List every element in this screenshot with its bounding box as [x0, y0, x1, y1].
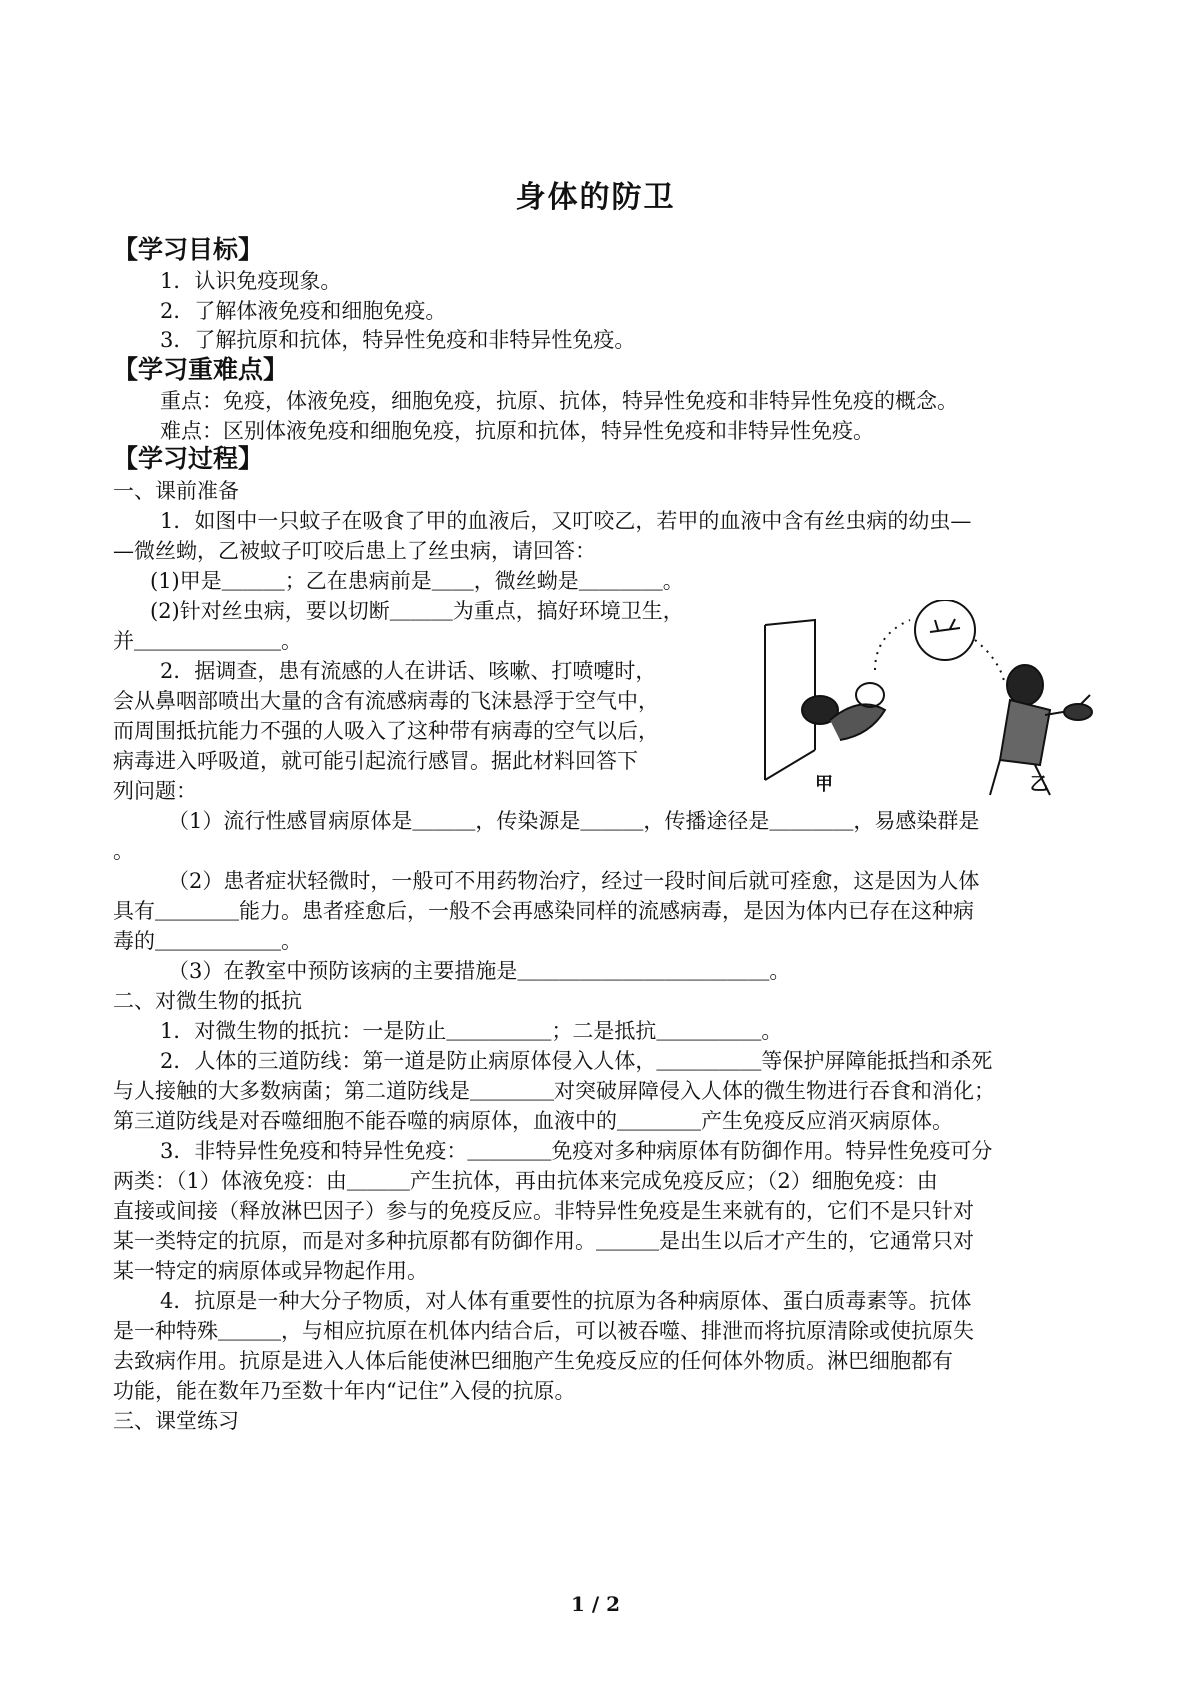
body-line: 1．对微生物的抵抗：一是防止＿＿＿＿＿；二是抵抗＿＿＿＿＿。	[160, 1019, 783, 1043]
body-line: 去致病作用。抗原是进入人体后能使淋巴细胞产生免疫反应的任何体外物质。淋巴细胞都有	[113, 1349, 953, 1373]
section-head-process: 【学习过程】	[113, 444, 264, 473]
body-line: 4．抗原是一种大分子物质，对人体有重要性的抗原为各种病原体、蛋白质毒素等。抗体	[160, 1289, 972, 1313]
body-line: 具有＿＿＿＿能力。患者痊愈后，一般不会再感染同样的流感病毒，是因为体内已存在这种病	[113, 899, 974, 923]
body-line: （3）在教室中预防该病的主要措施是＿＿＿＿＿＿＿＿＿＿＿＿。	[168, 959, 791, 983]
section-head-goals: 【学习目标】	[113, 235, 264, 264]
body-line: 直接或间接（释放淋巴因子）参与的免疫反应。非特异性免疫是生来就有的，它们不是只针对	[113, 1199, 974, 1223]
body-line: （2）患者症状轻微时，一般可不用药物治疗，经过一段时间后就可痊愈，这是因为人体	[168, 869, 980, 893]
difficult-point: 难点：区别体液免疫和细胞免疫，抗原和抗体，特异性免疫和非特异性免疫。	[160, 419, 874, 443]
body-line: —微丝蚴，乙被蚊子叮咬后患上了丝虫病，请回答：	[113, 539, 596, 563]
figure-label-left: 甲	[815, 774, 833, 795]
body-line: 而周围抵抗能力不强的人吸入了这种带有病毒的空气以后，	[113, 719, 659, 743]
body-line: 两类：（1）体液免疫：由＿＿＿产生抗体，再由抗体来完成免疫反应；（2）细胞免疫：由	[113, 1169, 938, 1193]
mosquito-transmission-illustration	[760, 600, 1100, 800]
body-line: 2．据调查，患有流感的人在讲话、咳嗽、打喷嚏时，	[160, 659, 657, 683]
body-line: 毒的＿＿＿＿＿＿。	[113, 929, 302, 953]
body-line: 2．人体的三道防线：第一道是防止病原体侵入人体，＿＿＿＿＿等保护屏障能抵挡和杀死	[160, 1049, 993, 1073]
body-line: 病毒进入呼吸道，就可能引起流行感冒。据此材料回答下	[113, 749, 638, 773]
goal-item: 1．认识免疫现象。	[160, 269, 342, 293]
subsection-title: 二、对微生物的抵抗	[113, 989, 302, 1013]
body-line: 并＿＿＿＿＿＿＿。	[113, 629, 302, 653]
page-title: 身体的防卫	[515, 180, 676, 215]
body-line: 某一类特定的抗原，而是对多种抗原都有防御作用。＿＿＿是出生以后才产生的，它通常只对	[113, 1229, 974, 1253]
subsection-title: 三、课堂练习	[113, 1409, 239, 1433]
body-line: 功能，能在数年乃至数十年内“记住”入侵的抗原。	[113, 1379, 576, 1403]
body-line: 。	[113, 839, 134, 863]
body-line: 3．非特异性免疫和特异性免疫：＿＿＿＿免疫对多种病原体有防御作用。特异性免疫可分	[160, 1139, 993, 1163]
body-line: 是一种特殊＿＿＿，与相应抗原在机体内结合后，可以被吞噬、排泄而将抗原清除或使抗原失	[113, 1319, 974, 1343]
subsection-title: 一、课前准备	[113, 479, 239, 503]
body-line: 1．如图中一只蚊子在吸食了甲的血液后，又叮咬乙，若甲的血液中含有丝虫病的幼虫—	[160, 509, 972, 533]
body-line: 会从鼻咽部喷出大量的含有流感病毒的飞沫悬浮于空气中，	[113, 689, 659, 713]
body-line: （1）流行性感冒病原体是＿＿＿，传染源是＿＿＿，传播途径是＿＿＿＿，易感染群是	[168, 809, 980, 833]
body-line: 列问题：	[113, 779, 197, 803]
body-line: 第三道防线是对吞噬细胞不能吞噬的病原体，血液中的＿＿＿＿产生免疫反应消灭病原体。	[113, 1109, 953, 1133]
body-line: 某一特定的病原体或异物起作用。	[113, 1259, 428, 1283]
page-number: 1 / 2	[570, 1592, 621, 1616]
body-line: 与人接触的大多数病菌；第二道防线是＿＿＿＿对突破屏障侵入人体的微生物进行吞食和消化；	[113, 1079, 995, 1103]
section-head-keys: 【学习重难点】	[113, 355, 289, 384]
body-line: (1)甲是＿＿＿；乙在患病前是＿＿，微丝蚴是＿＿＿＿。	[150, 569, 684, 593]
goal-item: 2．了解体液免疫和细胞免疫。	[160, 299, 447, 323]
figure-label-right: 乙	[1030, 774, 1048, 795]
body-line: (2)针对丝虫病，要以切断＿＿＿为重点，搞好环境卫生，	[150, 599, 684, 623]
key-point: 重点：免疫，体液免疫，细胞免疫，抗原、抗体，特异性免疫和非特异性免疫的概念。	[160, 389, 958, 413]
goal-item: 3．了解抗原和抗体，特异性免疫和非特异性免疫。	[160, 328, 636, 352]
